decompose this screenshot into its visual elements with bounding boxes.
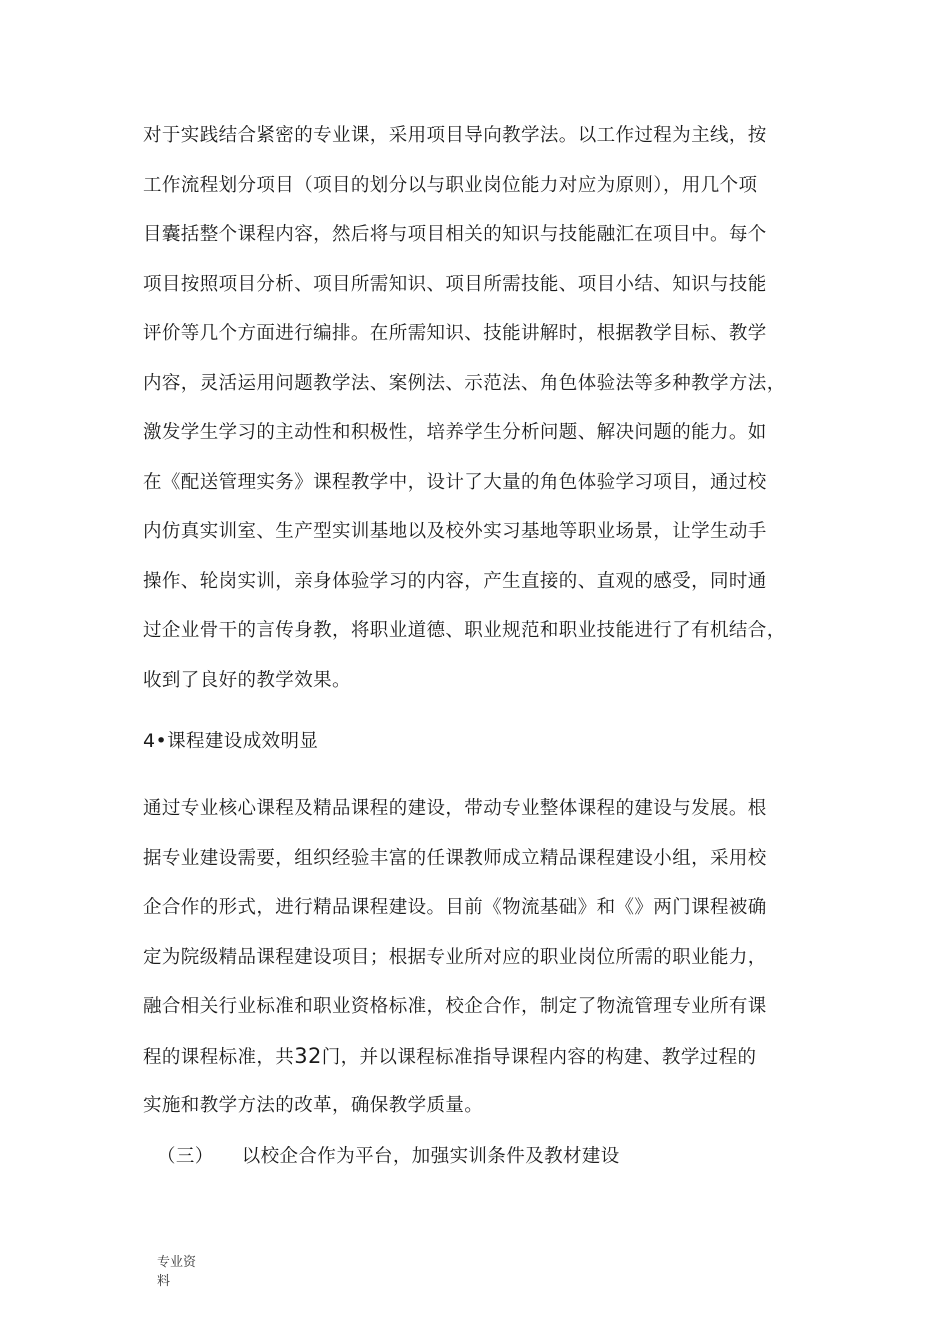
paragraph-line: 操作、轮岗实训，亲身体验学习的内容，产生直接的、直观的感受，同时通 xyxy=(143,570,767,592)
line-text: 程的课程标准，共 xyxy=(143,1046,295,1068)
paragraph-line: 项目按照项目分析、项目所需知识、项目所需技能、项目小结、知识与技能 xyxy=(143,273,767,295)
paragraph-line: 定为院级精品课程建设项目；根据专业所对应的职业岗位所需的职业能力， xyxy=(143,946,767,968)
paragraph-line: 实施和教学方法的改革，确保教学质量。 xyxy=(143,1095,484,1116)
line-text: 门，并以课程标准指导课程内容的构建、教学过程的 xyxy=(321,1046,757,1068)
paragraph-line: 激发学生学习的主动性和积极性，培养学生分析问题、解决问题的能力。如 xyxy=(143,422,767,443)
paragraph-line: 内仿真实训室、生产型实训基地以及校外实习基地等职业场景，让学生动手 xyxy=(143,521,767,542)
paragraph-line: 收到了良好的教学效果。 xyxy=(143,669,351,691)
section-heading-4 xyxy=(143,718,318,764)
paragraph-line: 企合作的形式，进行精品课程建设。目前《物流基础》和《》两门课程被确 xyxy=(143,897,767,918)
paragraph-line: 对于实践结合紧密的专业课，采用项目导向教学法。以工作过程为主线，按 xyxy=(143,125,767,146)
subsection-title: 以校企合作为平台，加强实训条件及教材建设 xyxy=(241,1146,620,1167)
footer-line: 料 xyxy=(157,1274,171,1289)
paragraph-line: 在《配送管理实务》课程教学中，设计了大量的角色体验学习项目，通过校 xyxy=(143,471,767,493)
course-count: 32 xyxy=(294,1043,322,1068)
paragraph-course-construction xyxy=(143,784,843,1131)
section-title: 课程建设成效明显 xyxy=(167,731,319,752)
paragraph-line: 融合相关行业标准和职业资格标准，校企合作，制定了物流管理专业所有课 xyxy=(143,996,767,1017)
section-number: 4• xyxy=(143,730,168,752)
subsection-number: （三） xyxy=(157,1146,214,1167)
paragraph-teaching-method xyxy=(143,111,843,705)
footer-line: 专业资 xyxy=(157,1255,197,1270)
paragraph-line: 通过专业核心课程及精品课程的建设，带动专业整体课程的建设与发展。根 xyxy=(143,798,767,819)
page-footer xyxy=(157,1253,217,1291)
paragraph-line: 工作流程划分项目（项目的划分以与职业岗位能力对应为原则），用几个项 xyxy=(143,174,758,196)
paragraph-line: 据专业建设需要，组织经验丰富的任课教师成立精品课程建设小组，采用校 xyxy=(143,847,767,869)
paragraph-line: 目囊括整个课程内容，然后将与项目相关的知识与技能融汇在项目中。每个 xyxy=(143,224,767,245)
paragraph-line: 评价等几个方面进行编排。在所需知识、技能讲解时，根据教学目标、教学 xyxy=(143,323,767,344)
paragraph-line: 内容，灵活运用问题教学法、案例法、示范法、角色体验法等多种教学方法， xyxy=(143,372,786,394)
paragraph-line: 过企业骨干的言传身教，将职业道德、职业规范和职业技能进行了有机结合， xyxy=(143,620,786,641)
paragraph-line xyxy=(143,1032,843,1082)
subsection-heading-3 xyxy=(157,1134,620,1180)
